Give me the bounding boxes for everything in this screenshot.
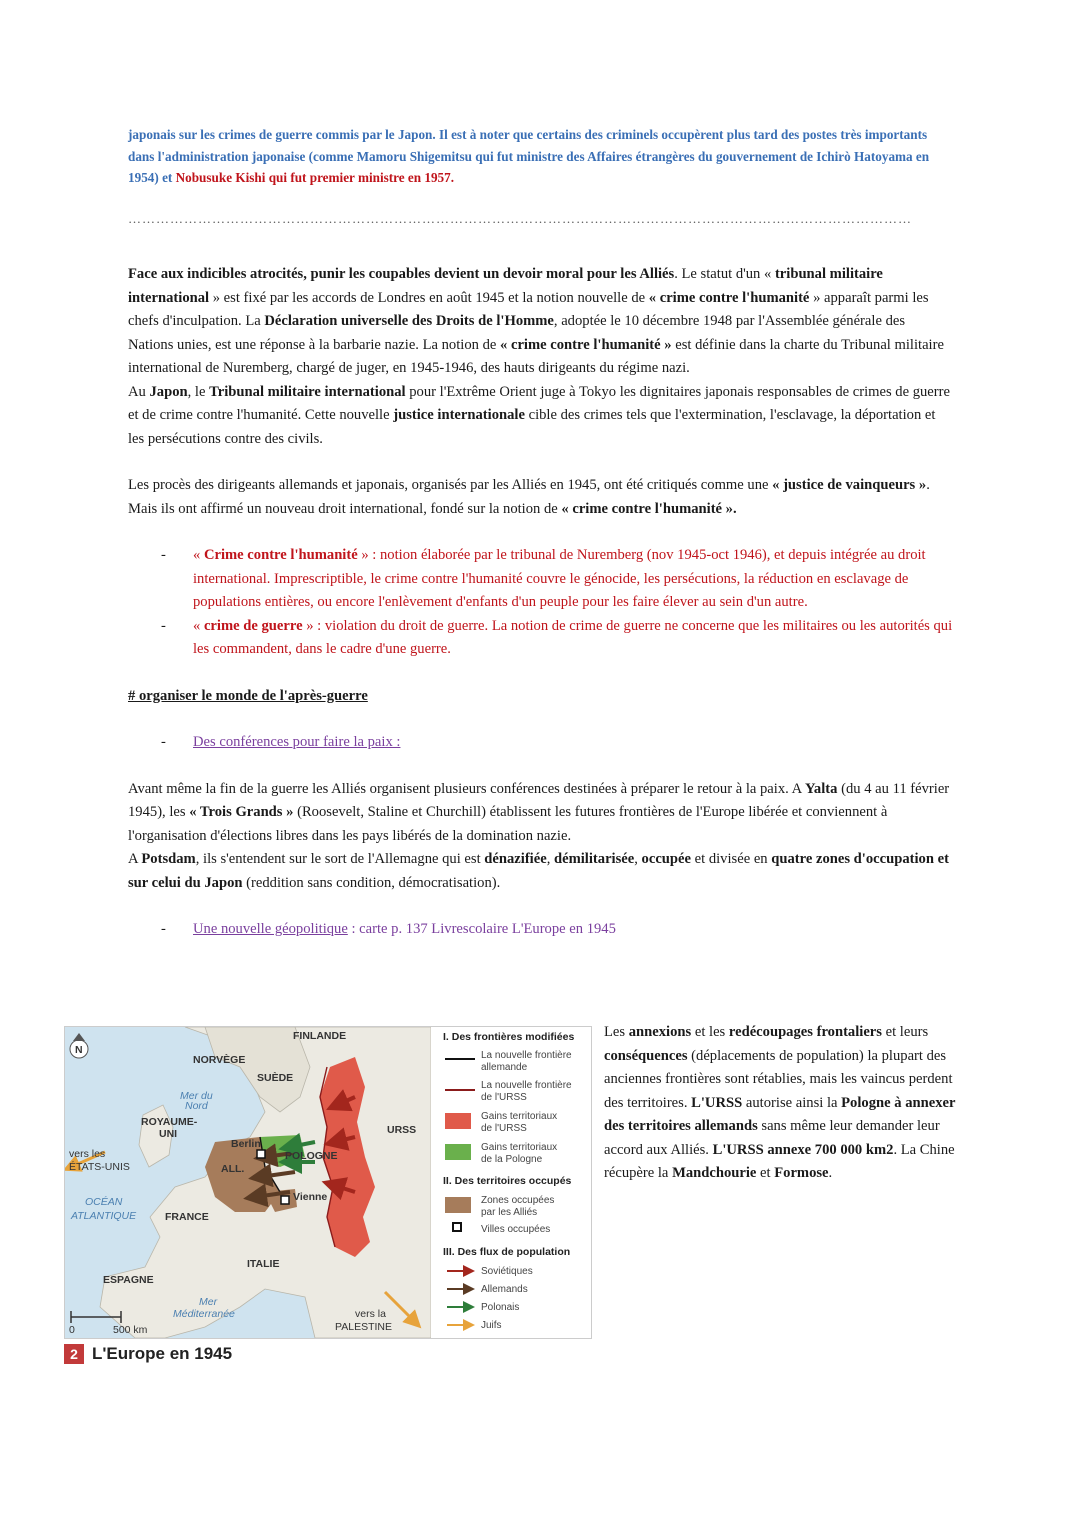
subsection-text: : carte p. 137 Livrescolaire L'Europe en 1945 [347, 921, 616, 937]
map-label-royaume-uni: UNI [159, 1128, 178, 1140]
dotted-separator: …………………………………………………………………………………………………………………………………………………… [128, 210, 912, 226]
legend-swatch-ussr-gains [445, 1113, 471, 1129]
legend-label: Soviétiques [481, 1266, 533, 1277]
map-label-vers-palestine: PALESTINE [335, 1321, 392, 1333]
bold-text: Tribunal militaire international [209, 383, 406, 400]
text: A [128, 851, 142, 867]
map-label-france: FRANCE [165, 1211, 209, 1223]
text: autorise ainsi la [742, 1094, 842, 1111]
legend-label: par les Alliés [481, 1207, 538, 1218]
bold-text: « justice de vainqueurs » [772, 477, 927, 493]
legend-label: Villes occupées [481, 1224, 551, 1235]
map-label-pologne: POLOGNE [285, 1150, 338, 1162]
legend-label: La nouvelle frontière [481, 1080, 572, 1091]
text: , [546, 851, 554, 867]
definition-text: » : notion élaborée par le tribunal de Nuremberg (nov 1945-oct 1946), et depuis intégrée au droit international. Imprescriptible, le crime contre l'humanité couvre le génocide, les persécutions, la réduction en esclavage de populations entières, ou encore l'enlèvement d'enfants d'un peuple pour les faire élever au sein d'un autre. [193, 547, 926, 610]
map-label-ocean-atlantique: ATLANTIQUE [71, 1210, 137, 1222]
quote-open: « [193, 547, 204, 563]
subsection-list [128, 918, 954, 942]
map-label-berlin: Berlin [231, 1138, 261, 1150]
text: , le [187, 383, 210, 400]
text: Au [128, 383, 150, 400]
subsection-list [128, 731, 954, 755]
scale-label-zero: 0 [69, 1324, 75, 1336]
legend-label: de l'URSS [481, 1123, 527, 1134]
text: » apparaît parmi les chefs d'inculpation. La [128, 289, 929, 329]
map-label-mer-du-nord: Mer du [180, 1090, 213, 1102]
subsection-item [193, 918, 954, 942]
bold-text: redécoupages frontaliers [728, 1024, 882, 1040]
legend-label: La nouvelle frontière [481, 1050, 572, 1061]
text: Les procès des dirigeants allemands et japonais, organisés par les Alliés en 1945, ont été critiqués comme une [128, 477, 773, 493]
map-svg [65, 1027, 591, 1338]
text: (reddition sans condition, démocratisation). [242, 874, 501, 891]
definition-item [193, 615, 954, 662]
bold-text: annexions [628, 1024, 692, 1040]
legend-label: Juifs [481, 1320, 502, 1331]
text: est définie dans la charte du Tribunal militaire international de Nuremberg, chargé de juger, en 1945-1946, des hauts dirigeants du régime nazi. [128, 336, 944, 376]
text: et [756, 1165, 775, 1181]
text: , ils s'entendent sur le sort de l'Allemagne qui est [195, 851, 485, 867]
bold-text: Potsdam [141, 851, 196, 867]
legend-heading: III. Des flux de population [443, 1246, 571, 1258]
definition-term: Crime contre l'humanité [203, 547, 358, 563]
text: . Le statut d'un « [674, 266, 775, 282]
map-label-ocean-atlantique: OCÉAN [85, 1196, 123, 1208]
side-paragraph [604, 1021, 964, 1186]
text: sans même leur demander leur accord aux Alliés. [604, 1118, 940, 1158]
bold-text: « Trois Grands » [189, 804, 294, 820]
map-label-vienne: Vienne [293, 1191, 328, 1203]
map-europe-1945 [64, 1026, 592, 1339]
text: » est fixé par les accords de Londres en août 1945 et la notion nouvelle de [209, 289, 649, 306]
legend-heading: I. Des frontières modifiées [443, 1031, 575, 1043]
bold-text: « crime contre l'humanité » [500, 336, 672, 353]
map-label-vers-palestine: vers la [355, 1308, 386, 1320]
text: . La Chine récupère la [604, 1141, 955, 1181]
text: et les [691, 1024, 729, 1040]
intro-highlight: Nobusuke Kishi qui fut premier ministre en 1957. [175, 170, 455, 185]
map-label-mer-du-nord: Nord [185, 1100, 208, 1112]
text: et divisée en [691, 851, 772, 867]
bold-text: Face aux indicibles atrocités, punir les coupables devient un devoir moral pour les Alliés [128, 266, 675, 282]
definition-item [193, 544, 954, 615]
scale-label-500: 500 km [113, 1324, 148, 1336]
subsection-item [193, 731, 954, 755]
intro-paragraph [128, 124, 954, 189]
definition-term: crime de guerre [203, 617, 303, 634]
legend-label: Zones occupées [481, 1195, 555, 1206]
definition-text: » : violation du droit de guerre. La notion de crime de guerre ne concerne que les militaires ou les autorités qui les commandent, dans le cadre d'une guerre. [193, 617, 953, 657]
bold-text: Pologne à annexer des territoires allemands [604, 1094, 956, 1134]
text: cible des crimes tels que l'extermination, l'esclavage, la déportation et les persécutions contre des civils. [128, 407, 936, 447]
legend-label: Polonais [481, 1302, 520, 1313]
map-label-vers-etats-unis: vers les [69, 1148, 106, 1160]
bold-text: Formose [774, 1165, 829, 1181]
bold-text: quatre zones d'occupation et sur celui du Japon [128, 851, 949, 891]
legend-label: de l'URSS [481, 1092, 527, 1103]
text: Avant même la fin de la guerre les Alliés organisent plusieurs conférences destinées à préparer le retour à la paix. A [128, 780, 806, 797]
city-berlin-marker [257, 1150, 265, 1158]
paragraph-yalta [128, 778, 954, 849]
legend-heading: II. Des territoires occupés [443, 1175, 572, 1187]
map-label-finlande: FINLANDE [293, 1030, 347, 1042]
legend-label: de la Pologne [481, 1154, 543, 1165]
bold-text: « crime contre l'humanité ». [561, 500, 737, 517]
map-label-italie: ITALIE [247, 1258, 280, 1270]
bold-text: démilitarisée [554, 851, 635, 867]
map-label-allemagne: ALL. [221, 1163, 245, 1175]
legend-label: allemande [481, 1062, 528, 1073]
bold-text: Yalta [805, 780, 838, 797]
map-label-mediterranee: Mer [199, 1296, 218, 1308]
bold-text: tribunal militaire international [128, 266, 883, 306]
paragraph-potsdam [128, 848, 954, 895]
city-vienne-marker [281, 1196, 289, 1204]
bold-text: Japon [149, 383, 188, 400]
text: et leurs [881, 1024, 929, 1040]
text: (Roosevelt, Staline et Churchill) établissent les futures frontières de l'Europe libérée et conviennent à l'organisation d'élections libres dans les pays libérés de la domination nazie. [128, 804, 888, 844]
map-caption-number: 2 [64, 1344, 84, 1364]
map-label-vers-etats-unis: ÉTATS-UNIS [69, 1161, 130, 1173]
map-caption-title: L'Europe en 1945 [92, 1344, 233, 1363]
map-caption [64, 1344, 232, 1364]
text: pour l'Extrême Orient juge à Tokyo les dignitaires japonais responsables de crimes de guerre et de crime contre l'humanité. Cette nouvelle [128, 383, 950, 423]
north-label: N [75, 1044, 83, 1056]
subsection-link-geopolitique[interactable]: Une nouvelle géopolitique [193, 921, 348, 937]
text: (déplacements de population) la plupart des anciennes frontières sont rétablies, mais les vaincus perdent des territoires. [604, 1047, 953, 1111]
document-body [128, 124, 954, 942]
bold-text: Déclaration universelle des Droits de l'Homme [264, 313, 554, 329]
bold-text: dénazifiée [484, 851, 547, 867]
map-label-suede: SUÈDE [257, 1072, 294, 1084]
text: , adoptée le 10 décembre 1948 par l'Assemblée générale des Nations unies, est une réponse à la barbarie nazie. La notion de [128, 313, 906, 353]
bold-text: L'URSS [691, 1094, 743, 1111]
legend-swatch-poland-gains [445, 1144, 471, 1160]
map-label-mediterranee: Méditerranée [173, 1308, 235, 1320]
bold-text: justice internationale [393, 407, 525, 423]
legend-swatch-city [453, 1223, 461, 1231]
legend-swatch-occupied [445, 1197, 471, 1213]
paragraph-tribunal [128, 263, 954, 381]
text: , [634, 851, 642, 867]
quote-open: « [193, 617, 204, 634]
legend-label: Gains territoriaux [481, 1142, 558, 1153]
legend-label: Gains territoriaux [481, 1111, 558, 1122]
map-label-royaume-uni: ROYAUME- [141, 1116, 198, 1128]
bold-text: Mandchourie [672, 1165, 757, 1181]
text: Les [604, 1024, 629, 1040]
paragraph-proces [128, 474, 954, 521]
bold-text: conséquences [604, 1047, 688, 1064]
map-label-espagne: ESPAGNE [103, 1274, 154, 1286]
intro-text: japonais sur les crimes de guerre commis par le Japon. Il est à noter que certains des criminels occupèrent plus tard des postes très importants dans l'administration japonaise (comme Mamoru Shigemitsu qui fut ministre des Affaires étrangères du gouvernement de Ichirò Hatoyama en 1954) et [128, 127, 930, 185]
text: . [828, 1165, 833, 1181]
definitions-list [128, 544, 954, 662]
subsection-link-conferences[interactable]: Des conférences pour faire la paix : [193, 734, 401, 750]
bold-text: occupée [641, 851, 691, 867]
map-label-urss: URSS [387, 1124, 417, 1136]
text: . Mais ils ont affirmé un nouveau droit international, fondé sur la notion de [128, 477, 930, 517]
bold-text: « crime contre l'humanité [648, 289, 810, 306]
paragraph-japon [128, 381, 954, 452]
text: (du 4 au 11 février 1945), les [128, 780, 950, 820]
bold-text: L'URSS annexe 700 000 km2 [712, 1141, 894, 1158]
legend-label: Allemands [481, 1284, 528, 1295]
map-label-norvege: NORVÈGE [193, 1054, 246, 1066]
section-heading: # organiser le monde de l'après-guerre [128, 687, 368, 704]
